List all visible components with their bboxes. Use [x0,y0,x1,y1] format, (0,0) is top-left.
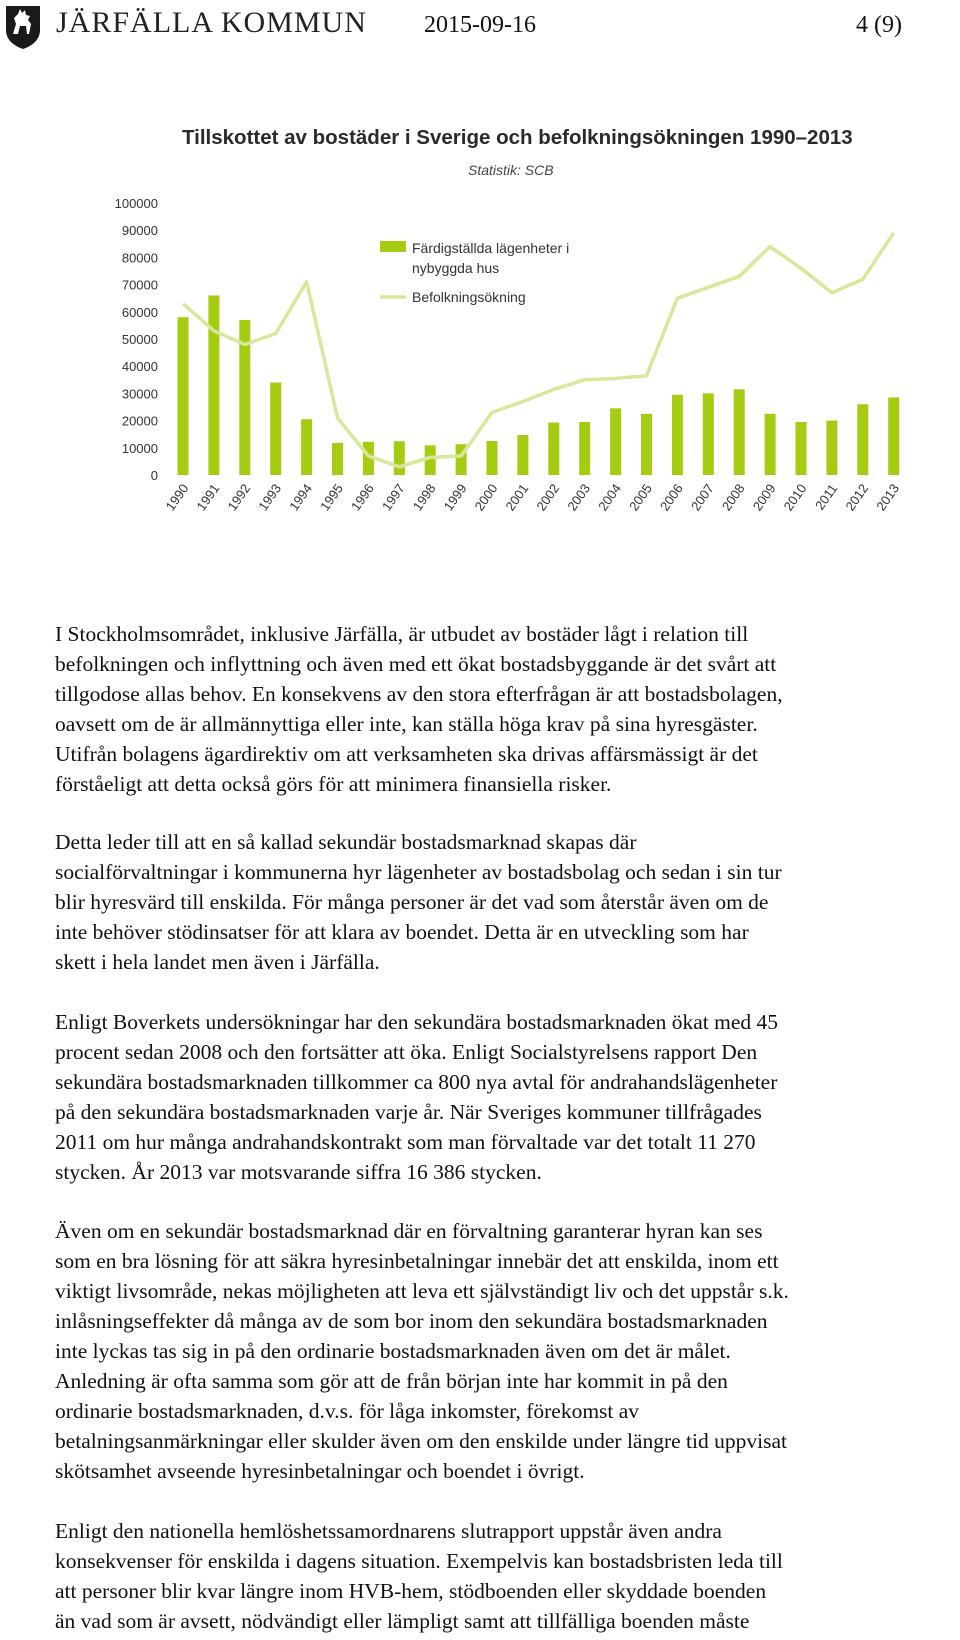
housing-population-chart [100,120,960,560]
x-tick-label: 2004 [595,481,625,514]
text-line: inlåsningseffekter då många av de som bor inom den sekundära bostadsmarknaden [55,1309,768,1333]
text-line: betalningsanmärkningar eller skulder även om den enskilde under längre tid uppvisat [55,1429,787,1453]
text-line: Anledning är ofta samma som gör att de från början inte har kommit in på den [55,1369,728,1393]
bar-1994 [301,419,312,475]
legend-label-bars-line2: nybyggda hus [412,260,500,276]
x-tick-label: 2008 [718,481,748,514]
bar-2004 [610,408,621,475]
x-tick-label: 2011 [812,481,841,513]
text-line: ordinarie bostadsmarknaden, d.v.s. för låga inkomster, förekomst av [55,1399,640,1423]
x-tick-label: 2010 [780,481,810,514]
bar-2002 [548,423,559,475]
legend-swatch-bars [380,241,406,252]
legend-label-line: Befolkningsökning [412,289,526,305]
text-line: 2011 om hur många andrahandskontrakt som man förvaltade var det totalt 11 270 [55,1130,756,1154]
paragraph-3 [55,1007,955,1187]
text-line: socialförvaltningar i kommunerna hyr lägenheter av bostadsbolag och sedan i sin tur [55,860,782,884]
x-tick-label: 2000 [471,481,501,514]
text-line: viktigt livsområde, nekas möjligheten att leva ett självständigt liv och det uppstår s.k. [55,1279,789,1303]
text-line: Detta leder till att en så kallad sekundär bostadsmarknad skapas där [55,830,637,854]
text-line: stycken. År 2013 var motsvarande siffra 16 386 stycken. [55,1160,542,1184]
x-tick-label: 1993 [255,481,285,514]
paragraph-2 [55,827,955,977]
text-line: Även om en sekundär bostadsmarknad där en förvaltning garanterar hyran kan ses [55,1219,763,1243]
text-line: än vad som är avsett, nödvändigt eller lämpligt samt att tillfälliga boenden måste [55,1609,750,1633]
bar-2005 [641,414,652,475]
x-tick-label: 1990 [162,481,192,514]
x-tick-label: 2005 [626,481,655,514]
bar-1990 [178,317,189,475]
y-tick-label: 60000 [121,304,158,320]
page-number: 4 (9) [856,12,902,38]
bar-2012 [857,404,868,475]
chart-title: Tillskottet av bostäder i Sverige och befolkningsökningen 1990–2013 [182,126,853,149]
text-line: oavsett om de är allmännyttiga eller inte, kan ställa höga krav på sina hyresgäster. [55,712,758,736]
x-tick-label: 2013 [873,481,903,514]
y-tick-label: 70000 [121,277,158,293]
y-tick-label: 90000 [121,223,158,239]
paragraph-5 [55,1516,955,1636]
x-tick-label: 1994 [286,481,316,514]
x-tick-label: 2001 [502,481,532,514]
x-axis-labels [163,481,903,513]
text-line: blir hyresvärd till enskilda. För många personer är det vad som återstår även om de [55,890,769,914]
bar-1991 [208,295,219,475]
x-tick-label: 2003 [564,481,594,514]
x-tick-label: 2009 [749,481,779,514]
bar-2001 [517,435,528,475]
x-tick-label: 1991 [193,481,223,514]
organization-name: JÄRFÄLLA KOMMUN [56,6,367,39]
bar-2000 [487,441,498,475]
line-series [183,233,894,467]
legend-label-bars-line1: Färdigställda lägenheter i [412,240,570,256]
population-growth-line [183,233,894,467]
bar-2009 [765,414,776,475]
x-tick-label: 1997 [378,481,408,514]
text-line: Enligt den nationella hemlöshetssamordnarens slutrapport uppstår även andra [55,1519,722,1543]
text-line: inte lyckas tas sig in på den ordinarie bostadsmarknaden även om det är målet. [55,1339,731,1363]
bar-1993 [270,383,281,475]
bar-1997 [394,441,405,475]
bar-2010 [796,422,807,475]
x-tick-label: 1998 [409,481,439,514]
text-line: förståeligt att detta också görs för att minimera finansiella risker. [55,772,612,796]
chart-legend [380,240,569,305]
text-line: procent sedan 2008 och den fortsätter att öka. Enligt Socialstyrelsens rapport Den [55,1040,758,1064]
bar-series [178,295,900,475]
y-tick-label: 10000 [121,440,158,456]
text-line: inte behöver stödinsatser för att klara av boendet. Detta är en utveckling som har [55,920,749,944]
y-tick-label: 100000 [114,196,158,211]
text-line: skett i hela landet men även i Järfälla. [55,950,380,974]
x-tick-label: 2006 [656,481,686,514]
x-tick-label: 1996 [347,481,377,514]
x-tick-label: 1995 [317,481,346,514]
bar-2007 [703,393,714,475]
text-line: Utifrån bolagens ägardirektiv om att verksamheten ska drivas affärsmässigt är det [55,742,758,766]
text-line: tillgodose allas behov. En konsekvens av den stora efterfrågan är att bostadsbolagen, [55,682,783,706]
y-tick-label: 20000 [121,413,158,429]
bar-2011 [826,421,837,475]
bar-2008 [734,389,745,475]
paragraph-1 [55,619,955,799]
y-tick-label: 30000 [121,386,158,402]
text-line: på den sekundära bostadsmarknaden varje år. När Sveriges kommuner tillfrågades [55,1100,762,1124]
y-tick-label: 40000 [121,359,158,375]
x-tick-label: 2002 [533,481,563,514]
chart-subtitle: Statistik: SCB [468,162,554,178]
x-tick-label: 1992 [224,481,254,514]
x-tick-label: 2012 [842,481,872,514]
x-tick-label: 1999 [440,481,470,514]
page-header [0,0,960,56]
y-axis [115,196,158,483]
y-tick-label: 80000 [121,250,158,266]
text-line: att personer blir kvar längre inom HVB-hem, stödboenden eller skyddade boenden [55,1579,767,1603]
text-line: som en bra lösning för att säkra hyresinbetalningar innebär det att enskilda, inom ett [55,1249,779,1273]
y-tick-label: 50000 [121,332,158,347]
municipal-coat-of-arms-logo [4,4,42,50]
document-date: 2015-09-16 [424,12,536,38]
bar-2006 [672,395,683,475]
text-line: sekundära bostadsmarknaden tillkommer ca 800 nya avtal för andrahandslägenheter [55,1070,778,1094]
chart-svg [100,120,960,560]
x-tick-label: 2007 [687,481,717,514]
bar-2003 [579,422,590,475]
text-line: konsekvenser för enskilda i dagens situation. Exempelvis kan bostadsbristen leda till [55,1549,783,1573]
bar-2013 [888,397,899,475]
text-line: befolkningen och inflyttning och även med ett ökat bostadsbyggande är det svårt att [55,652,777,676]
text-line: skötsamhet avseende hyresinbetalningar och boendet i övrigt. [55,1459,585,1483]
text-line: Enligt Boverkets undersökningar har den sekundära bostadsmarknaden ökat med 45 [55,1010,779,1034]
bar-1995 [332,443,343,475]
text-line: I Stockholmsområdet, inklusive Järfälla, är utbudet av bostäder lågt i relation till [55,622,749,646]
paragraph-4 [55,1216,955,1486]
y-tick-label: 0 [150,468,158,483]
